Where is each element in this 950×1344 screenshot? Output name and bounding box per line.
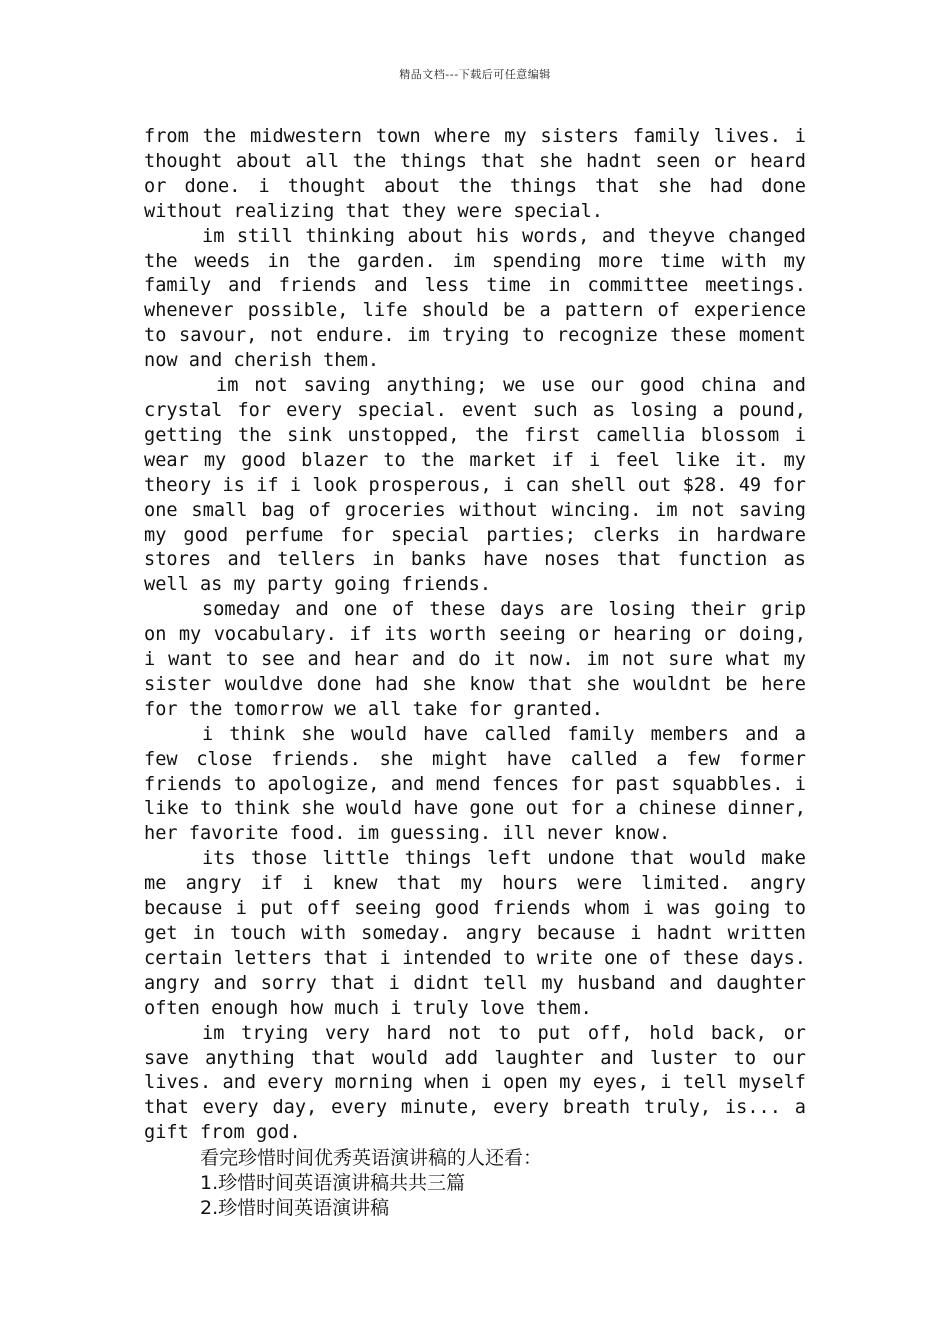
related-link[interactable]: 1.珍惜时间英语演讲稿共共三篇 [200,1172,466,1195]
related-link[interactable]: 2.珍惜时间英语演讲稿 [200,1196,390,1219]
paragraph: someday and one of these days are losing their grip on my vocabulary. if its worth seeing or hearing or doing, i want to see and hear and do it now. im not sure what my sister wouldve done had she know that she wouldnt be here for the tomorrow we all take for granted. [144,599,806,720]
paragraph: im not saving anything; we use our good china and crystal for every special. event such as losing a pound, getting the sink unstopped, the first camellia blossom i wear my good blazer to the market if i feel like it. my theory is if i look prosperous, i can shell out $28. 49 for one small bag of groceries without wincing. im not saving my good perfume for special parties; clerks in hardware stores and tellers in banks have noses that function as well as my party going friends. [144,375,806,596]
paragraph: its those little things left undone that would make me angry if i knew that my hours were limited. angry because i put off seeing good friends whom i was going to get in touch with someday. angry because i hadnt written certain letters that i intended to write one of these days. angry and sorry that i didnt tell my husband and daughter often enough how much i truly love them. [144,848,806,1019]
related-heading: 看完珍惜时间优秀英语演讲稿的人还看： [200,1147,543,1170]
document-body [144,125,806,1221]
paragraph: i think she would have called family members and a few close friends. she might have called a few former friends to apologize, and mend fences for past squabbles. i like to think she would have gone out for a chinese dinner, her favorite food. im guessing. ill never know. [144,723,806,845]
paragraph: from the midwestern town where my sisters family lives. i thought about all the things that she hadnt seen or heard or done. i thought about the things that she had done without realizing that they were special. [144,126,806,222]
page-header: 精品文档---下载后可任意编辑 [399,68,551,81]
paragraph: im still thinking about his words, and theyve changed the weeds in the garden. im spending more time with my family and friends and less time in committee meetings. whenever possible, life should be a pattern of experience to savour, not endure. im trying to recognize these moment now and cherish them. [144,225,806,372]
paragraph: im trying very hard not to put off, hold back, or save anything that would add laughter and luster to our lives. and every morning when i open my eyes, i tell myself that every day, every minute, every breath truly, is... a gift from god. [144,1022,806,1144]
